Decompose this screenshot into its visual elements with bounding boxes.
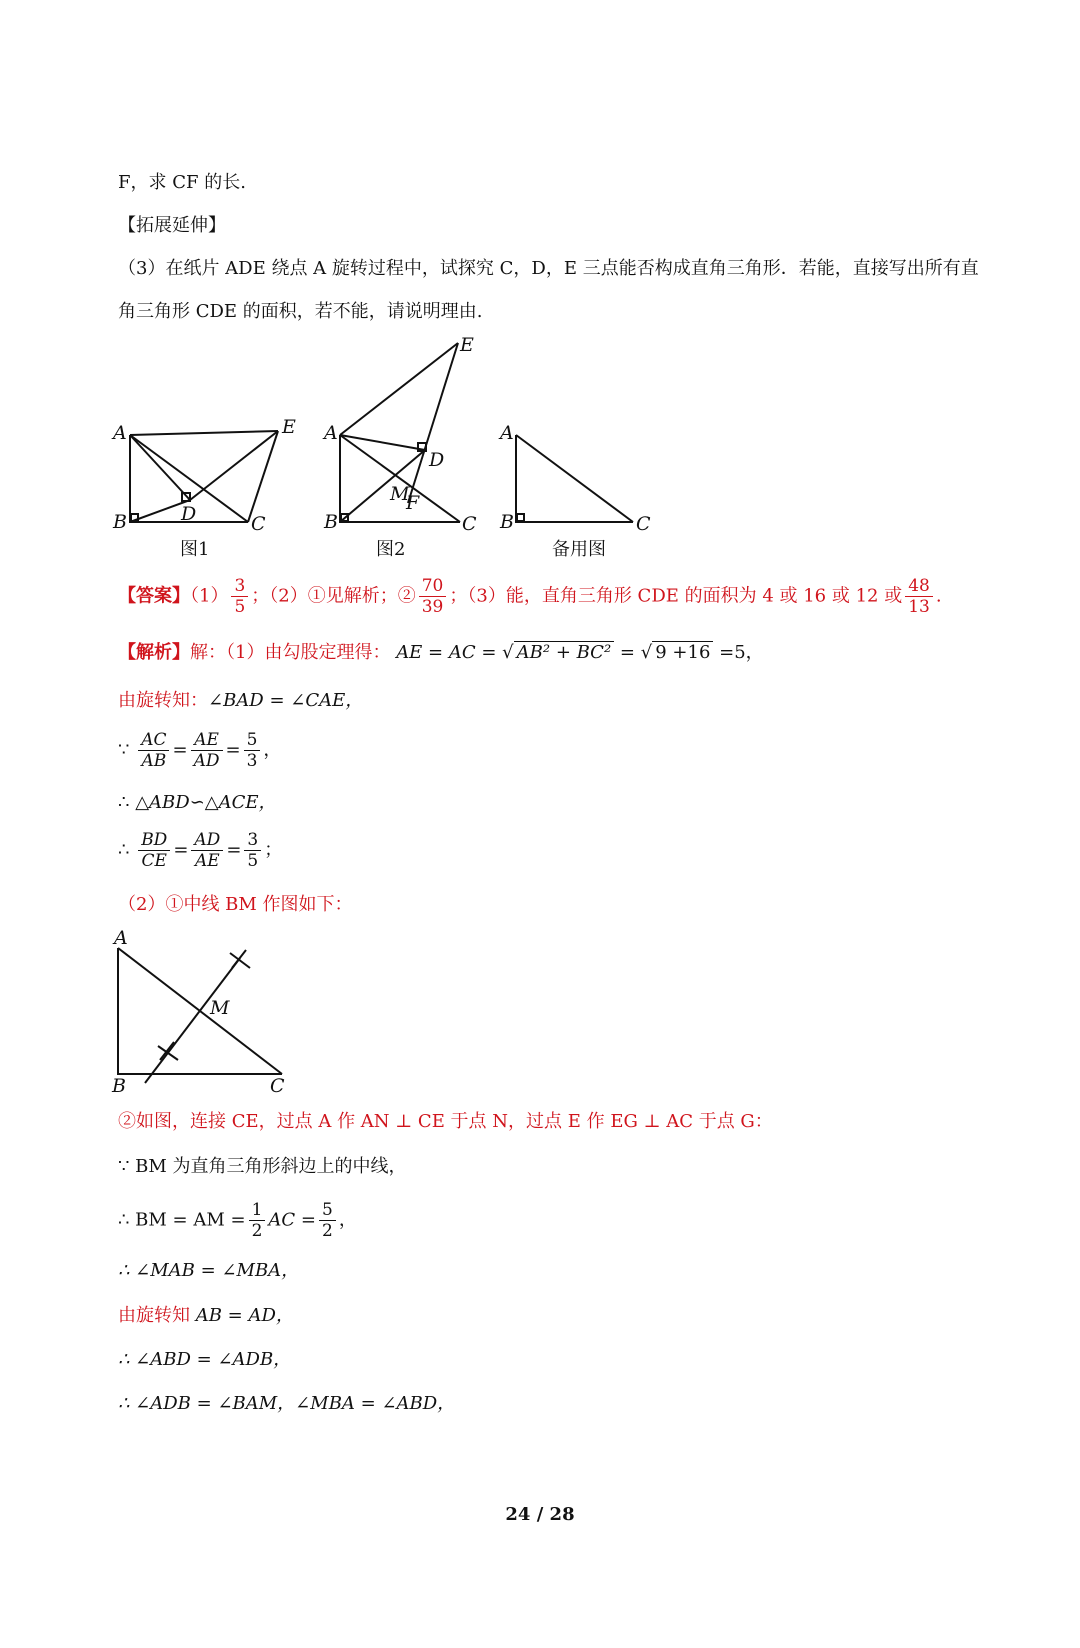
- eq-sqrt-ab-bc: AB² + BC²: [514, 641, 615, 663]
- analysis-line-1: 【解析】解：（1）由勾股定理得： AE = AC = √ AB² + BC² = √ 9 +16 =5，: [118, 642, 764, 663]
- fig1-label-C: C: [251, 513, 266, 535]
- median-construction-figure: [100, 928, 400, 1098]
- eq-ae-ac: AE = AC =: [396, 642, 497, 663]
- median-label-M: M: [210, 997, 230, 1019]
- analysis-similar: [118, 790, 277, 816]
- analysis-ratio-2: ∴ $\frac{BD}{CE}$ = $\frac{AD}{AE}$ = $\frac{3}{5}$ ；: [118, 830, 283, 871]
- answer-part-3: ；（3）能，直角三角形 CDE 的面积为 4 或 16 或 12 或: [449, 585, 903, 607]
- part-2-bm-am: ∴ BM = AM = $\frac{1}{2}$ AC = $\frac{5}{2}$ ，: [118, 1200, 357, 1241]
- answer-fraction-2: $\frac{70}{39}$: [419, 576, 447, 617]
- part-2-rotation: 由旋转知 AB = AD，: [118, 1305, 294, 1326]
- part-2-step-2: ②如图，连接 CE，过点 A 作 AN ⊥ CE 于点 N，过点 E 作 EG ⊥ AC 于点 G：: [118, 1111, 773, 1132]
- fig2-label-E: E: [460, 335, 474, 356]
- answer-part-2: ；（2）①见解析；②: [251, 585, 416, 607]
- fig3-label-A: A: [500, 422, 514, 444]
- answer-tag: 【答案】: [118, 585, 190, 607]
- fig1-label-D: D: [181, 503, 197, 525]
- fig3-caption: 备用图: [552, 539, 606, 560]
- fig1-label-E: E: [282, 416, 296, 438]
- fig1-caption: 图1: [180, 539, 210, 560]
- fig3-label-B: B: [500, 511, 514, 533]
- answer-part-1: （1）: [190, 585, 229, 607]
- analysis-intro: 解：（1）由勾股定理得：: [190, 642, 391, 663]
- fig2-label-B: B: [324, 511, 338, 533]
- fig2-label-C: C: [462, 513, 477, 535]
- rotation-label: 由旋转知：: [118, 690, 208, 711]
- part-2-angle-abd: ∴ ∠ABD = ∠ADB，: [118, 1349, 292, 1370]
- median-label-C: C: [270, 1075, 285, 1097]
- part-2-median-statement: ∵ BM 为直角三角形斜边上的中线，: [118, 1156, 407, 1177]
- question-line-1: F，求 CF 的长.: [118, 172, 246, 193]
- part-2-angle-adb: ∴ ∠ADB = ∠BAM，∠MBA = ∠ABD，: [118, 1393, 456, 1414]
- answer-fraction-3: $\frac{48}{13}$: [905, 576, 933, 617]
- eq-result: =5，: [719, 642, 764, 663]
- therefore-symbol: ∴: [118, 792, 130, 813]
- fig1-label-B: B: [113, 511, 127, 533]
- section-heading: 【拓展延伸】: [118, 215, 226, 236]
- page-number: 24 / 28: [505, 1504, 575, 1525]
- answer-part-4: .: [935, 585, 942, 607]
- because-symbol: ∵: [118, 739, 130, 761]
- answer-fraction-1: $\frac{3}{5}$: [231, 576, 248, 617]
- part-2-title: （2）①中线 BM 作图如下：: [118, 894, 353, 915]
- fig1-label-A: A: [113, 422, 127, 444]
- median-label-B: B: [112, 1075, 126, 1097]
- fig2-label-D: D: [429, 449, 445, 471]
- analysis-line-rotation: [118, 688, 363, 714]
- eq-sqrt-9-16: 9 +16: [652, 641, 713, 663]
- fig2-label-F: F: [406, 492, 420, 514]
- question-line-3: （3）在纸片 ADE 绕点 A 旋转过程中，试探究 C，D，E 三点能否构成直角三角形．若能，直接写出所有直: [118, 258, 979, 279]
- median-label-A: A: [114, 928, 128, 949]
- answer-line: [118, 576, 942, 617]
- similar-triangles: △ABD∽△ACE，: [135, 792, 277, 813]
- fig2-caption: 图2: [376, 539, 406, 560]
- analysis-tag: 【解析】: [118, 642, 190, 663]
- part-2-angle-mab: ∴ ∠MAB = ∠MBA，: [118, 1260, 300, 1281]
- fig2-label-M: M: [390, 483, 410, 505]
- figures-svg: [0, 335, 1080, 575]
- question-line-4: 角三角形 CDE 的面积，若不能，请说明理由.: [118, 301, 483, 322]
- rotation-equation: ∠BAD = ∠CAE，: [208, 690, 364, 711]
- fig3-label-C: C: [636, 513, 651, 535]
- analysis-ratio-1: ∵ $\frac{AC}{AB}$ = $\frac{AE}{AD}$ = $\frac{5}{3}$ ，: [118, 730, 282, 771]
- eq-equals: =: [619, 642, 636, 663]
- fig2-label-A: A: [324, 422, 338, 444]
